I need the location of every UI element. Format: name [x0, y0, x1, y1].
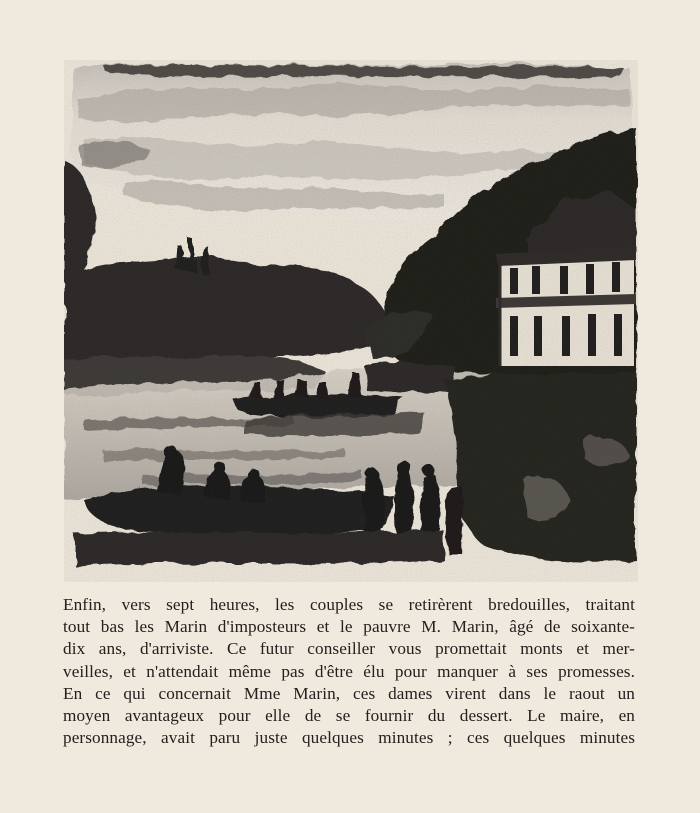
lithograph-illustration	[64, 60, 638, 582]
river-scene-image	[64, 60, 638, 582]
text-line: Enfin, vers sept heures, les couples se retirèrent bredouilles, traitant	[63, 595, 635, 614]
text-line: En ce qui concernait Mme Marin, ces dames virent dans le raout un	[63, 683, 635, 703]
text-line: tout bas les Marin d'imposteurs et le pauvre M. Marin, âgé de soixante-	[63, 617, 635, 637]
text-line: dix ans, d'arriviste. Ce futur conseiller vous promettait monts et mer-	[63, 639, 635, 659]
text-line: veilles, et n'attendait même pas d'être élu pour manquer à ses promesses.	[63, 661, 635, 681]
text-line: personnage, avait paru juste quelques minutes ; ces quelques minutes	[63, 728, 635, 748]
body-text	[63, 594, 635, 749]
text-line: moyen avantageux pour elle de se fournir du dessert. Le maire, en	[63, 705, 635, 725]
